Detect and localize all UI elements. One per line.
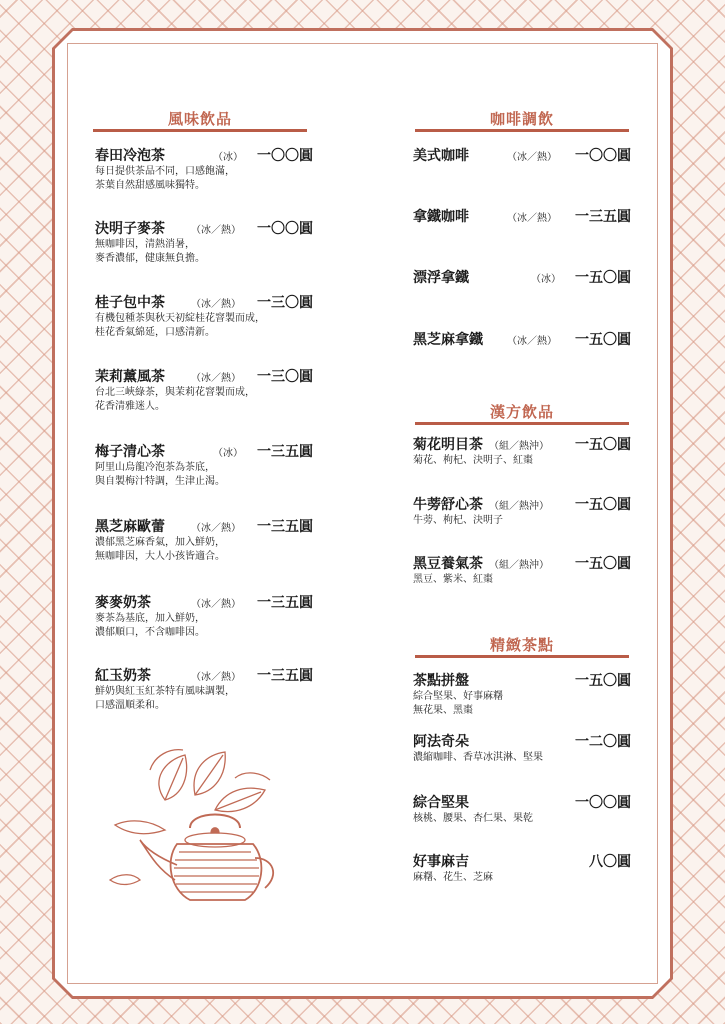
item-name: 紅玉奶茶 (95, 668, 151, 684)
item-name: 春田冷泡茶 (95, 148, 165, 164)
item-name: 菊花明目茶 (413, 437, 483, 453)
item-desc: 無花果、黑棗 (413, 705, 473, 716)
item-option: （組／熱沖） (489, 560, 549, 571)
menu-item (413, 670, 631, 718)
item-name: 梅子清心茶 (95, 444, 165, 460)
item-option: （冰） (213, 448, 243, 459)
menu-item (413, 145, 631, 165)
item-desc: 濃縮咖啡、香草冰淇淋、堅果 (413, 752, 543, 763)
item-price: 一五〇圓 (575, 437, 631, 453)
item-option: （組／熱沖） (489, 441, 549, 452)
item-desc: 阿里山烏龍冷泡茶為茶底， (95, 462, 215, 473)
leaf-shape (115, 821, 165, 834)
item-name: 桂子包中茶 (95, 295, 165, 311)
section-title-flavor: 風味飲品 (167, 110, 232, 128)
section-title-coffee: 咖啡調飲 (489, 110, 554, 128)
item-option: （冰／熱） (191, 225, 241, 236)
section-rule (415, 655, 629, 658)
item-price: 一五〇圓 (575, 270, 631, 286)
item-desc: 黑豆、紫米、紅棗 (413, 574, 493, 585)
item-price: 一三〇圓 (257, 369, 313, 385)
item-price: 八〇圓 (589, 854, 631, 870)
section-title-snacks: 精緻茶點 (489, 636, 554, 654)
item-desc: 與自製梅汁特調，生津止渴。 (95, 476, 225, 487)
item-price: 一二〇圓 (575, 734, 631, 750)
item-option: （冰／熱） (191, 672, 241, 683)
leaf-shape (159, 755, 187, 800)
section-rule (415, 422, 629, 425)
item-desc: 每日提供茶品不同，口感飽滿， (95, 166, 235, 177)
item-price: 一三五圓 (257, 519, 313, 535)
menu-item (413, 731, 631, 765)
item-option: （冰） (531, 274, 561, 285)
item-price: 一〇〇圓 (575, 148, 631, 164)
item-desc: 無咖啡因，大人小孩皆適合。 (95, 551, 225, 562)
teapot-illustration (95, 740, 295, 915)
menu-item (413, 553, 631, 587)
item-desc: 有機包種茶與秋天初綻桂花窨製而成， (95, 313, 265, 324)
menu-item (95, 366, 313, 414)
item-option: （冰／熱） (191, 599, 241, 610)
item-price: 一三五圓 (575, 209, 631, 225)
item-price: 一三〇圓 (257, 295, 313, 311)
item-name: 美式咖啡 (413, 148, 469, 164)
item-price: 一〇〇圓 (575, 795, 631, 811)
item-desc: 桂花香氣綿延，口感清新。 (95, 327, 215, 338)
menu-item (413, 267, 631, 287)
item-desc: 麻糬、花生、芝麻 (413, 872, 493, 883)
item-name: 牛蒡舒心茶 (413, 497, 483, 513)
item-name: 綜合堅果 (413, 795, 469, 811)
item-desc: 口感溫順柔和。 (95, 700, 165, 711)
item-name: 拿鐵咖啡 (413, 209, 469, 225)
item-price: 一三五圓 (257, 444, 313, 460)
item-desc: 綜合堅果、好事麻糬 (413, 691, 503, 702)
item-name: 漂浮拿鐵 (413, 270, 469, 286)
item-price: 一〇〇圓 (257, 221, 313, 237)
item-name: 黑芝麻歐蕾 (95, 519, 165, 535)
menu-item (95, 441, 313, 489)
item-option: （冰／熱） (191, 299, 241, 310)
menu-item (413, 494, 631, 528)
item-option: （冰／熱） (507, 152, 557, 163)
item-desc: 核桃、腰果、杏仁果、果乾 (413, 813, 533, 824)
item-option: （冰／熱） (191, 373, 241, 384)
item-option: （冰） (213, 152, 243, 163)
menu-item (413, 329, 631, 349)
item-desc: 麥香濃郁，健康無負擔。 (95, 253, 205, 264)
item-name: 阿法奇朵 (413, 734, 469, 750)
item-price: 一五〇圓 (575, 497, 631, 513)
item-price: 一三五圓 (257, 668, 313, 684)
item-desc: 花香清雅迷人。 (95, 401, 165, 412)
item-desc: 無咖啡因，清熱消暑， (95, 239, 195, 250)
item-price: 一五〇圓 (575, 556, 631, 572)
item-name: 好事麻吉 (413, 854, 469, 870)
item-desc: 麥茶為基底，加入鮮奶， (95, 613, 205, 624)
menu-item (95, 145, 313, 193)
menu-item (413, 792, 631, 826)
menu-item (413, 851, 631, 885)
item-name: 麥麥奶茶 (95, 595, 151, 611)
leaf-shape (110, 875, 140, 885)
item-option: （冰／熱） (507, 213, 557, 224)
item-desc: 牛蒡、枸杞、決明子 (413, 515, 503, 526)
item-name: 決明子麥茶 (95, 221, 165, 237)
item-desc: 濃郁順口，不含咖啡因。 (95, 627, 205, 638)
section-rule (415, 129, 629, 132)
item-price: 一五〇圓 (575, 673, 631, 689)
menu-item (95, 665, 313, 713)
menu-item (95, 592, 313, 640)
item-price: 一三五圓 (257, 595, 313, 611)
item-desc: 菊花、枸杞、決明子、紅棗 (413, 455, 533, 466)
item-option: （冰／熱） (507, 336, 557, 347)
item-option: （組／熱沖） (489, 501, 549, 512)
item-name: 黑芝麻拿鐵 (413, 332, 483, 348)
item-price: 一五〇圓 (575, 332, 631, 348)
menu-item (413, 206, 631, 226)
item-desc: 台北三峽綠茶，與茉莉花窨製而成， (95, 387, 255, 398)
item-name: 茶點拼盤 (413, 673, 469, 689)
item-desc: 鮮奶與紅玉紅茶特有風味調製， (95, 686, 235, 697)
section-rule (93, 129, 307, 132)
menu-item (95, 292, 313, 340)
item-desc: 濃郁黑芝麻香氣，加入鮮奶， (95, 537, 225, 548)
item-name: 黑豆養氣茶 (413, 556, 483, 572)
item-name: 茉莉薰風茶 (95, 369, 165, 385)
section-title-herbal: 漢方飲品 (489, 403, 554, 421)
item-desc: 茶葉自然甜感風味獨特。 (95, 180, 205, 191)
menu-item (413, 434, 631, 468)
menu-item (95, 516, 313, 564)
menu-item (95, 218, 313, 266)
item-price: 一〇〇圓 (257, 148, 313, 164)
item-option: （冰／熱） (191, 523, 241, 534)
